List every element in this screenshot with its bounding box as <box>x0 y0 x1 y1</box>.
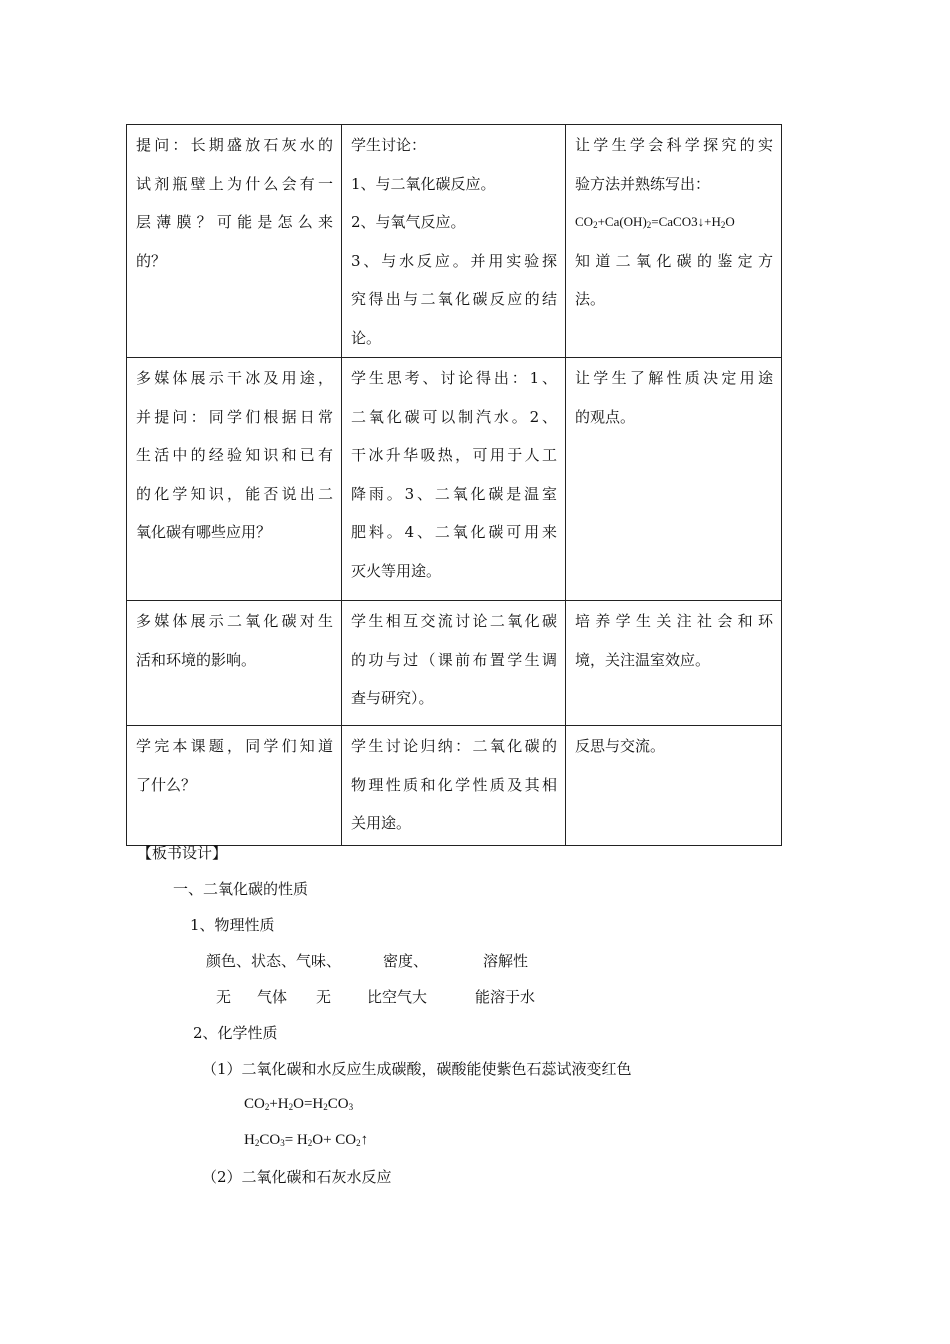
cell-text: 的化学知识，能否说出二 <box>136 484 333 503</box>
chemical-equation: $CO_2+H_2O=H_2CO_3$ <box>244 1096 354 1112</box>
cell-text: 二氧化碳可以制汽水。2、 <box>351 407 557 426</box>
cell-text: 让学生学会科学探究的实 <box>575 136 773 154</box>
cell-text: 了什么？ <box>136 775 197 794</box>
cell-text: 境，关注温室效应。 <box>575 650 711 669</box>
cell-text: 物理性质和化学性质及其相 <box>351 775 557 794</box>
subsection-heading: 2、化学性质 <box>193 1024 278 1042</box>
cell-text: 的观点。 <box>575 407 636 426</box>
cell-text: 的？ <box>136 251 167 270</box>
cell-text: 层薄膜？可能是怎么来 <box>136 213 333 231</box>
cell-text: 提问：长期盛放石灰水的 <box>136 136 333 154</box>
cell-text: 学生思考、讨论得出：1、 <box>351 369 557 387</box>
design-purpose-cell <box>566 601 782 726</box>
cell-text: 多媒体展示二氧化碳对生 <box>136 612 333 630</box>
property-label: 密度、 <box>383 952 429 970</box>
teacher-activity-cell <box>127 726 342 846</box>
cell-text: 验方法并熟练写出： <box>575 174 711 193</box>
cell-text: 活和环境的影响。 <box>136 650 257 669</box>
design-purpose-cell <box>566 125 782 358</box>
property-value: 比空气大 <box>367 988 428 1006</box>
cell-text: 究得出与二氧化碳反应的结 <box>351 290 557 308</box>
student-activity-cell <box>342 601 566 726</box>
cell-text: 多媒体展示干冰及用途， <box>136 369 333 387</box>
cell-text: 的功与过（课前布置学生调 <box>351 650 557 669</box>
lesson-table <box>126 124 782 846</box>
teacher-activity-cell <box>127 358 342 601</box>
teacher-activity-cell <box>127 601 342 726</box>
property-value: 能溶于水 <box>475 988 536 1006</box>
property-value: 气体 <box>257 988 288 1006</box>
cell-text: 2、与氧气反应。 <box>351 213 466 231</box>
cell-text: 查与研究）。 <box>351 689 434 707</box>
cell-text: 生活中的经验知识和已有 <box>136 446 333 464</box>
cell-text: 关用途。 <box>351 814 412 832</box>
subsection-heading: 1、物理性质 <box>190 916 275 934</box>
cell-text: 让学生了解性质决定用途 <box>575 369 773 387</box>
student-activity-cell <box>342 726 566 846</box>
student-activity-cell <box>342 358 566 601</box>
cell-text: 学生讨论归纳：二氧化碳的 <box>351 737 557 755</box>
design-purpose-cell <box>566 358 782 601</box>
cell-text: 肥料。4、二氧化碳可用来 <box>351 523 557 541</box>
cell-text: 法。 <box>575 290 606 308</box>
cell-text: 学完本课题，同学们知道 <box>136 737 333 755</box>
teacher-activity-cell <box>127 125 342 358</box>
property-label: 颜色、状态、气味、 <box>206 952 342 970</box>
design-purpose-cell <box>566 726 782 846</box>
cell-text: 氧化碳有哪些应用？ <box>136 523 272 541</box>
property-value: 无 <box>316 988 332 1006</box>
student-activity-cell <box>342 125 566 358</box>
cell-text: 3、与水反应。并用实验探 <box>351 251 557 270</box>
board-design-title: 【板书设计】 <box>137 844 228 862</box>
cell-text: 学生相互交流讨论二氧化碳 <box>351 612 557 630</box>
cell-text: 干冰升华吸热，可用于人工 <box>351 446 557 464</box>
property-label: 溶解性 <box>483 952 529 970</box>
list-item: （2）二氧化碳和石灰水反应 <box>202 1168 392 1186</box>
section-heading: 一、二氧化碳的性质 <box>173 880 309 898</box>
cell-text: 降雨。3、二氧化碳是温室 <box>351 484 557 503</box>
chemical-equation: $H_2CO_3= H_2O+$ $CO_2↑$ <box>244 1132 369 1148</box>
cell-text: 并提问：同学们根据日常 <box>136 407 333 426</box>
table-row <box>127 358 782 601</box>
cell-text: 学生讨论： <box>351 136 427 154</box>
cell-text: 培养学生关注社会和环 <box>575 612 773 630</box>
table-row <box>127 125 782 358</box>
cell-text: 1、与二氧化碳反应。 <box>351 174 496 193</box>
chemical-equation: $CO_2+Ca(OH)_2=CaCO3↓+H_2O$ <box>575 214 735 230</box>
cell-text: 灭火等用途。 <box>351 561 442 580</box>
list-item: （1）二氧化碳和水反应生成碳酸，碳酸能使紫色石蕊试液变红色 <box>202 1060 632 1078</box>
cell-text: 知道二氧化碳的鉴定方 <box>575 251 773 270</box>
cell-text: 试剂瓶壁上为什么会有一 <box>136 174 333 193</box>
property-value: 无 <box>216 988 232 1006</box>
table-row <box>127 726 782 846</box>
table-row <box>127 601 782 726</box>
cell-text: 反思与交流。 <box>575 737 666 755</box>
cell-text: 论。 <box>351 328 382 347</box>
